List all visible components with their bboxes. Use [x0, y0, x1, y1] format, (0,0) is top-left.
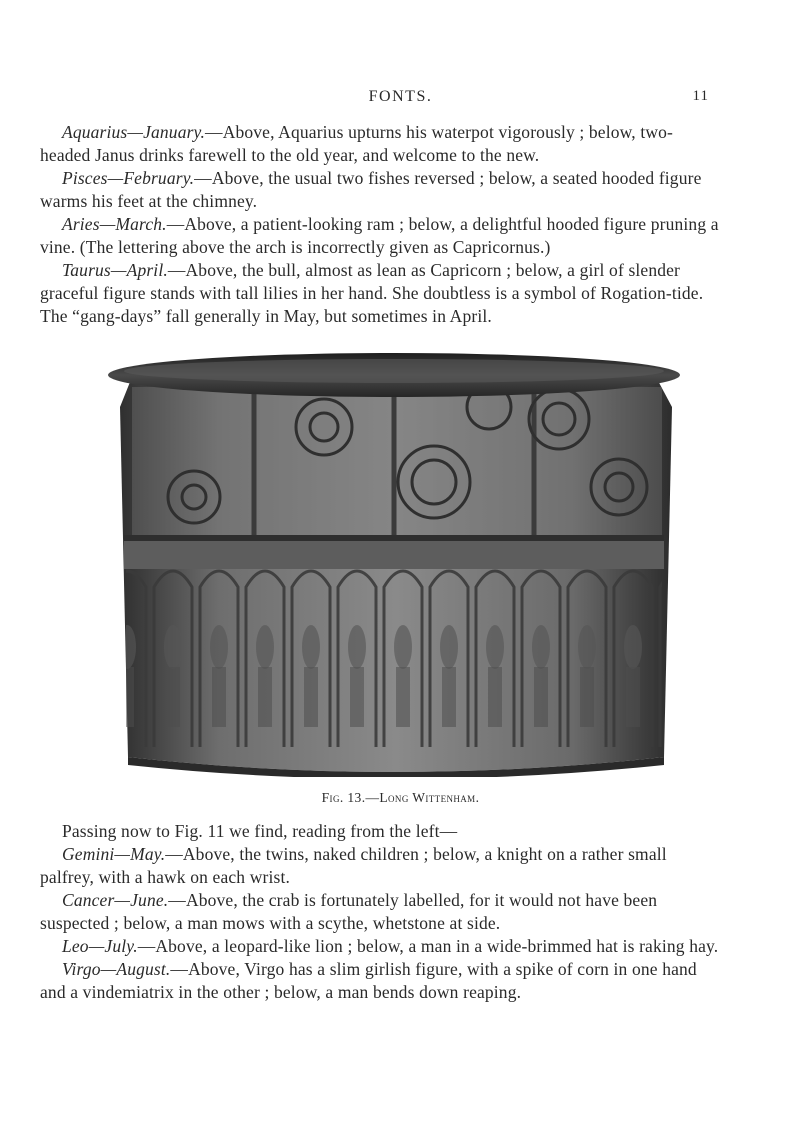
paragraph-cancer	[40, 889, 720, 935]
entry-term: Taurus—April.	[62, 260, 168, 280]
entry-term: Cancer—June.	[62, 890, 169, 910]
paragraph-taurus	[40, 259, 720, 328]
figure-caption: Fig. 13.—Long Wittenham.	[321, 790, 480, 805]
entry-text: —Above, the twins, naked children ; below, a knight on a rather small palfrey, with a hawk on each wrist.	[40, 844, 667, 887]
entry-text: —Above, the bull, almost as lean as Capricorn ; below, a girl of slender graceful figure stands with tall lilies in her hand. She doubtless is a symbol of Rogation-tide. The “gang-days” fall generally in May, but sometimes in April.	[40, 260, 704, 326]
paragraph-aries	[40, 213, 720, 259]
entry-text: —Above, Virgo has a slim girlish figure, with a spike of corn in one hand and a vindemiatrix in the other ; below, a man bends down reaping.	[40, 959, 697, 1002]
paragraph-aquarius	[40, 121, 720, 167]
intro-paragraph: Passing now to Fig. 11 we find, reading from the left—	[62, 821, 458, 841]
entry-term: Gemini—May.	[62, 844, 166, 864]
entry-text: —Above, a patient-looking ram ; below, a delightful hooded figure pruning a vine. (The lettering above the arch is incorrectly given as Capricornus.)	[40, 214, 719, 257]
paragraph-gemini	[40, 843, 720, 889]
entry-text: —Above, the crab is fortunately labelled, for it would not have been suspected ; below, a man mows with a scythe, whetstone at side.	[40, 890, 658, 933]
paragraph-virgo	[40, 958, 720, 1004]
top-text-block	[40, 121, 720, 328]
font-photograph	[104, 347, 682, 777]
page-header	[0, 88, 801, 108]
entry-term: Leo—July.	[62, 936, 138, 956]
page-number: 11	[692, 88, 709, 104]
entry-term: Aries—March.	[62, 214, 167, 234]
entry-text: —Above, the usual two fishes reversed ; below, a seated hooded figure warms his feet at the chimney.	[40, 168, 702, 211]
entry-term: Pisces—February.	[62, 168, 195, 188]
entry-text: —Above, Aquarius upturns his waterpot vigorously ; below, two-headed Janus drinks farewell to the old year, and welcome to the new.	[40, 122, 674, 165]
running-head: FONTS.	[368, 88, 433, 105]
entry-text: —Above, a leopard-like lion ; below, a man in a wide-brimmed hat is raking hay.	[137, 936, 719, 956]
entry-term: Virgo—August.	[62, 959, 171, 979]
paragraph-pisces	[40, 167, 720, 213]
paragraph-leo	[40, 935, 720, 958]
lead-font-image	[104, 347, 682, 777]
bottom-text-block	[40, 820, 720, 1004]
entry-term: Aquarius—January.	[62, 122, 206, 142]
